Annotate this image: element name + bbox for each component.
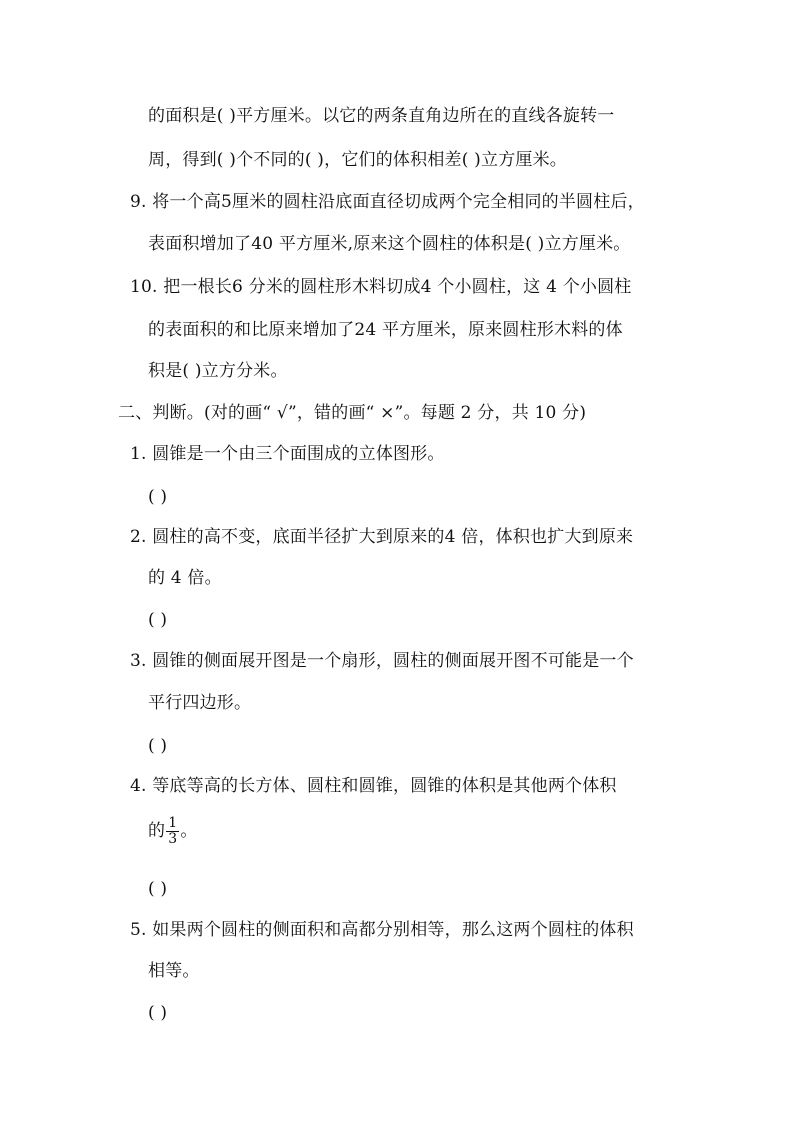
section-heading: 二、判断。(对的画“ √”，错的画“ ×”。每题 2 分，共 10 分)	[118, 403, 587, 423]
judge-q2-answer: ( )	[148, 610, 168, 630]
judge-q5-answer: ( )	[148, 1003, 168, 1023]
judge-q1-answer: ( )	[148, 487, 168, 507]
fraction-numerator: 1	[168, 815, 178, 831]
judge-q3-answer: ( )	[148, 736, 168, 756]
judge-q5-line-1: 5. 如果两个圆柱的侧面积和高都分别相等，那么这两个圆柱的体积	[130, 920, 634, 940]
judge-q4-line-1: 4. 等底等高的长方体、圆柱和圆锥，圆锥的体积是其他两个体积	[130, 776, 617, 796]
judge-q2-line-1: 2. 圆柱的高不变，底面半径扩大到原来的4 倍，体积也扩大到原来	[130, 527, 634, 547]
judge-q5-line-2: 相等。	[148, 961, 200, 981]
q8-line-3: 周，得到( )个不同的( )，它们的体积相差( )立方厘米。	[148, 150, 568, 170]
judge-q3-line-1: 3. 圆锥的侧面展开图是一个扇形，圆柱的侧面展开图不可能是一个	[130, 651, 634, 671]
judge-q4-prefix: 的	[148, 821, 166, 841]
q10-line-3: 积是( )立方分米。	[148, 361, 288, 381]
judge-q3-line-2: 平行四边形。	[148, 693, 252, 713]
judge-q4-answer: ( )	[148, 879, 168, 899]
fraction-one-third	[166, 816, 179, 847]
judge-q4-line-2	[148, 816, 198, 847]
q9-line-2: 表面积增加了40 平方厘米,原来这个圆柱的体积是( )立方厘米。	[148, 234, 631, 254]
judge-q4-suffix: 。	[180, 821, 198, 841]
judge-q1: 1. 圆锥是一个由三个面围成的立体图形。	[130, 444, 445, 464]
q9-line-1: 9. 将一个高5厘米的圆柱沿底面直径切成两个完全相同的半圆柱后，	[130, 192, 645, 212]
fraction-denominator: 3	[168, 831, 178, 847]
judge-q2-line-2: 的 4 倍。	[148, 568, 222, 588]
q10-line-2: 的表面积的和比原来增加了24 平方厘米，原来圆柱形木料的体	[148, 320, 623, 340]
q8-line-2: 的面积是( )平方厘米。以它的两条直角边所在的直线各旋转一	[148, 106, 615, 126]
q10-line-1: 10. 把一根长6 分米的圆柱形木料切成4 个小圆柱，这 4 个小圆柱	[130, 277, 632, 297]
